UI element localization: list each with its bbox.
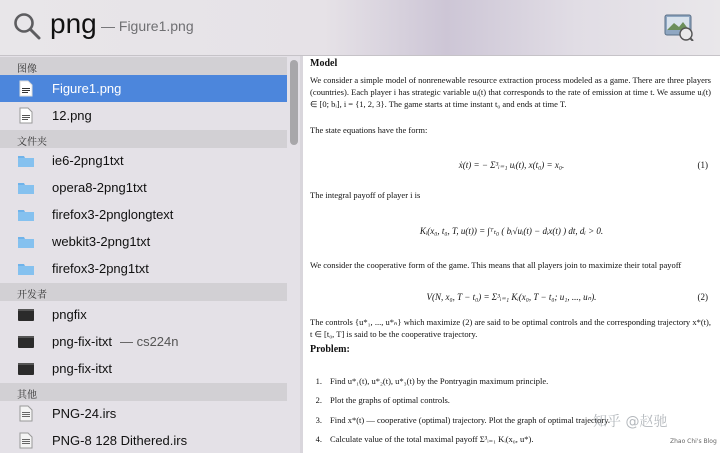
problem-item [310, 395, 450, 405]
result-label: ie6-2png1txt [52, 153, 124, 168]
terminal-executable-icon [17, 333, 35, 350]
section-header-other: 其他 [0, 383, 287, 401]
result-label [52, 334, 179, 349]
result-label: opera8-2png1txt [52, 180, 147, 195]
search-autocomplete-hint: — Figure1.png [101, 18, 194, 34]
result-label: firefox3-2png1txt [52, 261, 149, 276]
equation-number: (1) [697, 160, 708, 170]
result-row-executable[interactable] [0, 328, 287, 355]
preview-heading: Model [310, 58, 338, 69]
equation-text: Kᵢ(x₀, t₀, T, u(t)) = ∫ᵀₜ₀ ( bᵢ√uᵢ(t) − dᵢx(t) ) dt, dᵢ > 0. [419, 226, 604, 236]
problem-number: 4. [315, 434, 322, 444]
preview-paragraph: We consider the cooperative form of the game. This means that all players join to maximize their total payoff [310, 260, 682, 270]
problem-text: Calculate value of the total maximal payoff Σ³ᵢ₌₁ Kᵢ(x₀, u*). [330, 434, 534, 444]
result-row-folder[interactable] [0, 201, 287, 228]
problem-item [310, 376, 548, 386]
result-label: PNG-24.irs [52, 406, 117, 421]
section-header-folders: 文件夹 [0, 130, 287, 148]
search-icon [12, 11, 42, 41]
result-label-text: png-fix-itxt [52, 334, 112, 349]
result-row-folder[interactable] [0, 255, 287, 282]
result-row-folder[interactable] [0, 174, 287, 201]
problem-text: Plot the graphs of optimal controls. [330, 395, 450, 405]
result-row-executable[interactable] [0, 301, 287, 328]
result-row-12-png[interactable] [0, 102, 287, 129]
result-row-folder[interactable] [0, 147, 287, 174]
terminal-executable-icon [17, 360, 35, 377]
png-file-icon [17, 107, 35, 124]
problem-item [310, 434, 533, 445]
folder-icon [17, 260, 35, 277]
result-row-folder[interactable] [0, 228, 287, 255]
result-label: 12.png [52, 108, 92, 123]
spotlight-search-bar[interactable] [0, 0, 720, 56]
problem-text: Find u*₁(t), u*₂(t), u*₃(t) by the Pontryagin maximum principle. [330, 376, 549, 386]
equation [303, 160, 720, 171]
terminal-executable-icon [17, 306, 35, 323]
section-header-images: 图像 [0, 57, 287, 75]
result-label: webkit3-2png1txt [52, 234, 151, 249]
equation-number: (2) [697, 292, 708, 302]
result-label: firefox3-2pnglongtext [52, 207, 174, 222]
problem-item [310, 415, 610, 425]
result-row-executable[interactable] [0, 355, 287, 382]
result-label: pngfix [52, 307, 87, 322]
results-list [0, 56, 300, 453]
problem-text: Find x*(t) — cooperative (optimal) trajectory. Plot the graph of optimal trajectory. [330, 415, 611, 425]
equation-text: ẋ(t) = − Σ³ᵢ₌₁ uᵢ(t), x(t₀) = x₀. [458, 160, 565, 170]
folder-icon [17, 179, 35, 196]
problem-heading: Problem: [310, 344, 350, 355]
equation [303, 292, 720, 303]
preview-paragraph: The state equations have the form: [310, 125, 428, 135]
results-scrollbar[interactable] [290, 60, 298, 145]
preview-paragraph: The integral payoff of player i is [310, 190, 421, 200]
result-row-document[interactable] [0, 427, 287, 453]
section-header-developer: 开发者 [0, 283, 287, 301]
equation-text: V(N, x₀, T − t₀) = Σ³ᵢ₌₁ Kᵢ(x₀, T − t₀; u₁, ..., uₙ). [426, 292, 597, 302]
search-input[interactable]: png [50, 8, 97, 39]
result-row-document[interactable] [0, 400, 287, 427]
document-icon [17, 432, 35, 449]
problem-number: 3. [315, 415, 322, 425]
result-label: png-fix-itxt [52, 361, 112, 376]
result-label: Figure1.png [52, 81, 122, 96]
watermark: 知乎 @赵驰 [593, 414, 668, 430]
document-icon [17, 405, 35, 422]
preview-paragraph: The controls {u*₁, ..., u*ₙ} which maximize (2) are said to be optimal controls and the corresponding trajectory x*(t), t ∈ [t₀, T] is said to be the cooperative trajectory. [310, 317, 711, 339]
problem-number: 2. [315, 395, 322, 405]
equation [303, 226, 720, 237]
blog-tag: Zhao Chi's Blog [670, 438, 717, 445]
folder-icon [17, 206, 35, 223]
problem-number: 1. [315, 376, 322, 386]
folder-icon [17, 152, 35, 169]
file-preview-pane [303, 56, 720, 453]
png-file-icon [17, 80, 35, 97]
folder-icon [17, 233, 35, 250]
preview-app-icon [664, 13, 694, 41]
result-sublabel: — cs224n [119, 334, 179, 349]
result-row-figure1-png[interactable] [0, 75, 287, 102]
result-label: PNG-8 128 Dithered.irs [52, 433, 188, 448]
preview-paragraph: We consider a simple model of nonrenewable resource extraction process modeled as a game. There are three players (countries). Each player i has strategic variable uᵢ(t) that corresponds to the rate of emission at time t. We assume uᵢ(t) ∈ [0; bᵢ], i = {1, 2, 3}. The game starts at time instant t₀ and ends at time T. [310, 75, 711, 109]
